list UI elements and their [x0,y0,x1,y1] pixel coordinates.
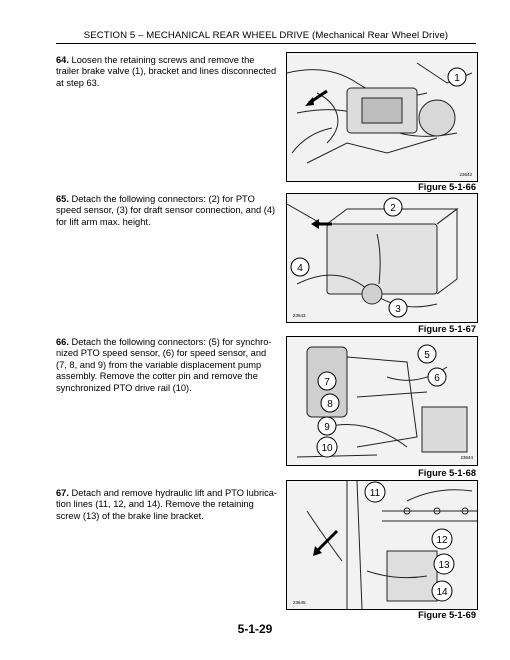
figure-caption: Figure 5-1-66 [418,182,476,192]
figure-5-1-68-illustration [286,336,478,466]
step-text: Detach and remove hydraulic lift and PTO lubrica-tion lines (11, 12, and 14). Remove the retaining screw (13) of the brake line bracket. [56,488,278,521]
callout-3: 3 [395,304,401,315]
callout-7: 7 [324,377,330,388]
header-rule [56,43,476,44]
callout-9: 9 [324,422,330,433]
figure-image-number: 23642 [459,172,472,177]
step-64 [56,55,278,89]
callout-10: 10 [321,443,333,454]
step-number: 66. [56,337,69,347]
callout-1: 1 [454,73,460,84]
figure-image-number: 23643 [293,313,306,318]
figure-5-1-69-illustration [286,480,478,610]
callout-4: 4 [297,263,303,274]
step-text: Detach the following connectors: (5) for synchro-nized PTO speed sensor, (6) for speed sensor, and (7, 8, and 9) from the variable displacement pump assembly. Remove the cotter pin and remove the synchronized PTO drive rail (10). [56,337,272,393]
step-number: 65. [56,194,69,204]
figure-image-number: 23644 [460,455,473,460]
callout-6: 6 [434,373,440,384]
callout-8: 8 [327,399,333,410]
step-number: 64. [56,55,69,65]
figure-caption: Figure 5-1-69 [418,610,476,620]
step-text: Loosen the retaining screws and remove the trailer brake valve (1), bracket and lines disconnected at step 63. [56,55,277,88]
callout-11: 11 [369,488,381,499]
figure-caption: Figure 5-1-68 [418,468,476,478]
figure-caption: Figure 5-1-67 [418,324,476,334]
section-header: SECTION 5 – MECHANICAL REAR WHEEL DRIVE (Mechanical Rear Wheel Drive) [83,30,449,41]
figure-image-number: 23645 [293,600,306,605]
step-number: 67. [56,488,69,498]
callout-13: 13 [438,560,450,571]
step-text: Detach the following connectors: (2) for PTO speed sensor, (3) for draft sensor connection, and (4) for lift arm max. height. [56,194,276,227]
step-67 [56,488,278,522]
callout-5: 5 [424,350,430,361]
figure-5-1-66-illustration [286,52,478,182]
figure-5-1-67-illustration [286,193,478,323]
callout-2: 2 [390,203,396,214]
step-66 [56,337,278,394]
callout-14: 14 [436,587,448,598]
callout-12: 12 [436,535,448,546]
page-number: 5-1-29 [237,622,273,636]
step-65 [56,194,278,228]
